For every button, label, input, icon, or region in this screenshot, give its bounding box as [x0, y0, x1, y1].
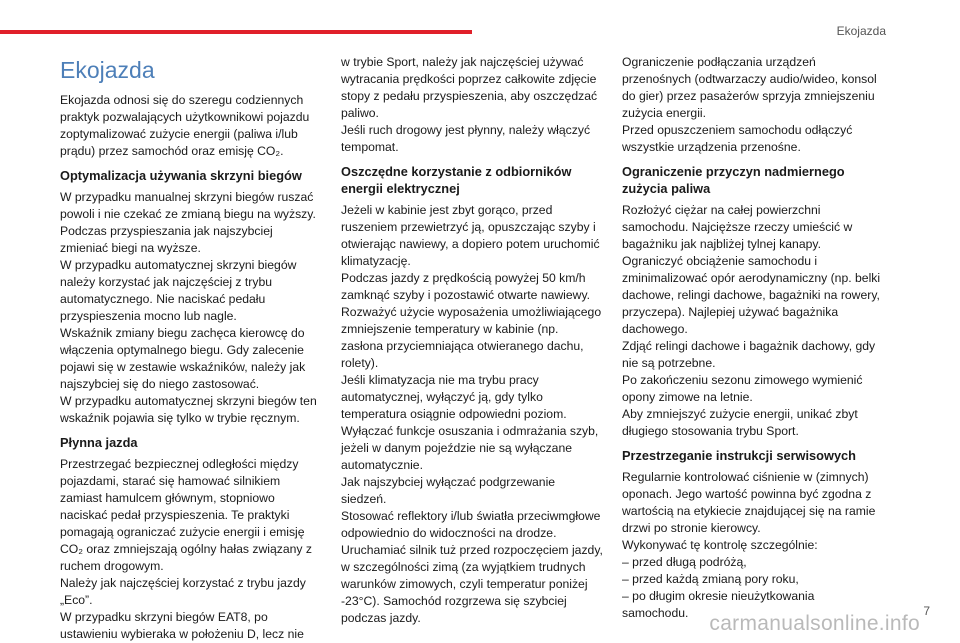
heading-electrical: Oszczędne korzystanie z odbiorników energii elektrycznej	[341, 164, 572, 196]
heading-fuel-consumption: Ograniczenie przyczyn nadmiernego zużycia paliwa	[622, 164, 845, 196]
service-paragraph: Regularnie kontrolować ciśnienie w (zimnych) oponach. Jego wartość powinna być zgodna z wartością na etykiecie znajdującej się na ramie drzwi po stronie kierowcy. Wykonywać tę kontrolę szczególnie: – przed długą podróżą, – przed każdą zmianą pory roku, – po długim okresie nieużytkowania samochodu.	[622, 470, 876, 620]
running-header: Ekojazda	[836, 24, 886, 38]
column-3	[622, 54, 884, 622]
page-title: Ekojazda	[60, 57, 155, 83]
column-1	[60, 56, 322, 643]
watermark: carmanualsonline.info	[709, 612, 920, 635]
electrical-paragraph: Jeżeli w kabinie jest zbyt gorąco, przed ruszeniem przewietrzyć ją, opuszczając szyby i otwierając nawiewy, a dopiero potem uruchomić klimatyzację. Podczas jazdy z prędkością powyżej 50 km/h zamknąć szyby i pozostawić otwarte nawiewy. Rozważyć użycie wyposażenia umożliwiającego zmniejszenie temperatury w kabinie (np. zasłona przyciemniająca otwieranego dachu, rolety). Jeśli klimatyzacja nie ma trybu pracy automatycznej, wyłączyć ją, gdy tylko temperatura osiągnie odpowiedni poziom. Wyłączać funkcje osuszania i odmrażania szyb, jeżeli w danym pojeździe nie są wyłączane automatycznie. Jak najszybciej wyłączać podgrzewanie siedzeń. Stosować reflektory i/lub światła przeciwmgłowe odpowiednio do widoczności na drodze. Uruchamiać silnik tuż przed rozpoczęciem jazdy, w szczególności zimą (za wyjątkiem trudnych warunków zimowych, czyli temperatur poniżej -23°C). Samochód rozgrzewa się szybciej podczas jazdy.	[341, 203, 603, 625]
heading-smooth-driving: Płynna jazda	[60, 435, 138, 450]
col3-continuation: Ograniczenie podłączania urządzeń przenośnych (odtwarzaczy audio/wideo, konsol do gier) przez pasażerów sprzyja zmniejszeniu zużycia energii. Przed opuszczeniem samochodu odłączyć wszystkie urządzenia przenośne.	[622, 55, 877, 154]
col2-continuation: w trybie Sport, należy jak najczęściej używać wytracania prędkości poprzez całkowite zdjęcie stopy z pedału przyspieszenia, aby oszczędzać paliwo. Jeśli ruch drogowy jest płynny, należy włączyć tempomat.	[341, 55, 598, 154]
heading-service: Przestrzeganie instrukcji serwisowych	[622, 448, 856, 463]
heading-gearbox: Optymalizacja używania skrzyni biegów	[60, 168, 302, 183]
gearbox-paragraph: W przypadku manualnej skrzyni biegów ruszać powoli i nie czekać ze zmianą biegu na wyższy. Podczas przyspieszania jak najszybciej zmieniać biegi na wyższe. W przypadku automatycznej skrzyni biegów należy korzystać jak najczęściej z trybu automatycznego. Nie naciskać pedału przyspieszenia mocno lub nagle. Wskaźnik zmiany biegu zachęca kierowcę do włączenia optymalnego biegu. Gdy zalecenie pojawi się w zestawie wskaźników, należy jak najszybciej się do niego zastosować. W przypadku automatycznej skrzyni biegów ten wskaźnik pojawia się tylko w trybie ręcznym.	[60, 190, 317, 425]
page-number: 7	[923, 604, 930, 618]
column-2	[341, 54, 603, 627]
intro-paragraph: Ekojazda odnosi się do szeregu codziennych praktyk pozwalających użytkownikowi pojazdu zoptymalizować zużycie energii (paliwa i/lub prądu) przez samochód oraz emisję CO₂.	[60, 93, 310, 158]
smooth-driving-paragraph: Przestrzegać bezpiecznej odległości między pojazdami, starać się hamować silnikiem zamiast hamulcem głównym, stopniowo naciskać pedał przyspieszenia. Te praktyki pomagają ograniczać zużycie energii i emisję CO₂ oraz zmniejszają ogólny hałas związany z ruchem drogowym. Należy jak najczęściej korzystać z trybu jazdy „Eco”. W przypadku skrzyni biegów EAT8, po ustawieniu wybieraka w położeniu D, lecz nie	[60, 457, 312, 641]
header-accent-bar	[0, 30, 472, 34]
fuel-consumption-paragraph: Rozłożyć ciężar na całej powierzchni samochodu. Najcięższe rzeczy umieścić w bagażniku jak najbliżej tylnej kanapy. Ograniczyć obciążenie samochodu i zminimalizować opór aerodynamiczny (np. belki dachowe, relingi dachowe, bagażniki na rowery, przyczepa). Najlepiej używać bagażnika dachowego. Zdjąć relingi dachowe i bagażnik dachowy, gdy nie są potrzebne. Po zakończeniu sezonu zimowego wymienić opony zimowe na letnie. Aby zmniejszyć zużycie energii, unikać zbyt długiego stosowania trybu Sport.	[622, 203, 881, 438]
